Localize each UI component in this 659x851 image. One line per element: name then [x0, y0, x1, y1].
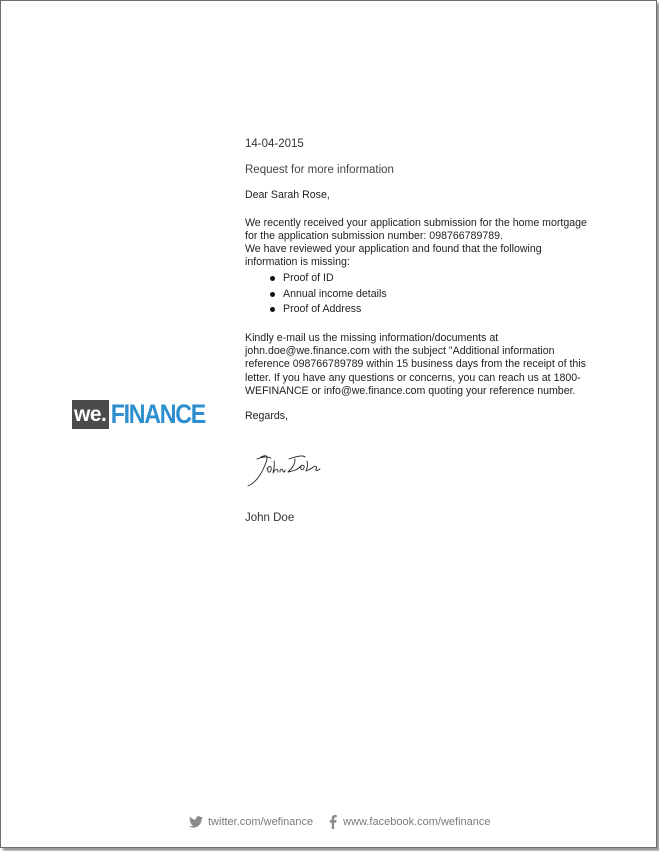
logo-name: FINANCE [111, 399, 206, 429]
letter-date: 14-04-2015 [245, 138, 304, 150]
footer [189, 815, 491, 829]
logo-prefix: we. [72, 400, 109, 429]
paragraph-instructions: Kindly e-mail us the missing information/documents at john.doe@we.finance.com with the subject "Additional information reference 098766789789 within 15 business days from the receipt of this letter. If you have any questions or concerns, you can reach us at 1800-WEFINANCE or info@we.finance.com quoting your reference number. [245, 331, 586, 397]
paragraph-missing-intro: We have reviewed your application and found that the following information is missing: [245, 243, 542, 269]
twitter-bird-icon [189, 816, 203, 828]
list-item: Proof of Address [270, 302, 590, 318]
list-item: Proof of ID [270, 271, 590, 287]
company-logo [72, 400, 221, 429]
list-item: Annual income details [270, 287, 590, 303]
letter-salutation: Dear Sarah Rose, [245, 189, 330, 202]
letter-subject: Request for more information [245, 164, 394, 177]
missing-items-list [245, 271, 590, 318]
handwritten-signature [245, 447, 325, 491]
paragraph-application-received: We recently received your application submission for the home mortgage for the application submission number: 098766789789. [245, 216, 587, 242]
signer-name: John Doe [245, 512, 295, 524]
letter-closing: Regards, [245, 409, 288, 422]
facebook-link[interactable]: www.facebook.com/wefinance [343, 816, 491, 828]
twitter-link[interactable]: twitter.com/wefinance [208, 816, 314, 828]
facebook-f-icon [329, 815, 337, 829]
letter-body [245, 138, 590, 423]
